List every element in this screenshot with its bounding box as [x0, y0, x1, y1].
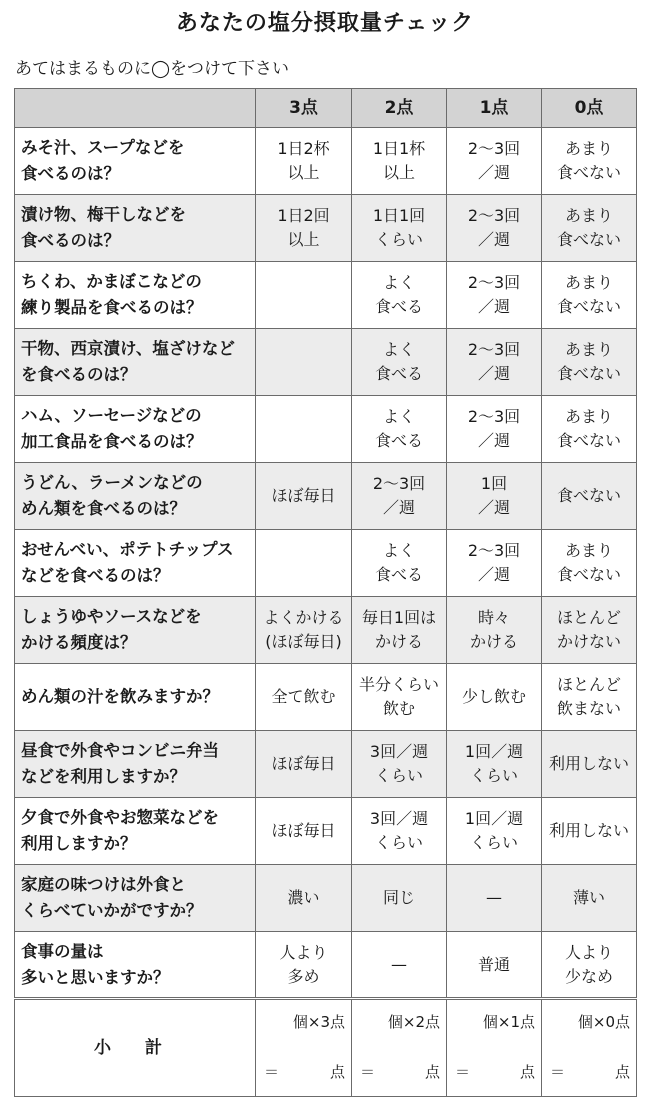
answer-line: 普通: [477, 954, 510, 974]
answer-cell[interactable]: [352, 128, 447, 195]
answer-line: 濃い: [287, 888, 320, 907]
answer-cell[interactable]: [447, 128, 542, 195]
answer-line: 2〜3回: [467, 541, 521, 560]
answer-cell[interactable]: [447, 932, 542, 999]
answer-cell[interactable]: [352, 932, 447, 999]
answer-line: よく: [382, 407, 415, 426]
answer-line: 半分くらい: [358, 675, 439, 694]
answer-cell[interactable]: [447, 798, 542, 865]
subtotal-points: 点: [329, 1063, 345, 1081]
answer-line: 食べる: [374, 565, 423, 584]
table-row: [15, 463, 637, 530]
answer-line: 毎日1回は: [361, 608, 437, 627]
answer-cell[interactable]: [542, 865, 637, 932]
answer-line: 2〜3回: [467, 273, 521, 292]
question-line: ちくわ、かまぼこなどの: [21, 272, 202, 291]
subtotal-equals: ＝: [455, 1063, 471, 1081]
table-row: [15, 195, 637, 262]
table-row: [15, 798, 637, 865]
subtotal-points: 点: [519, 1063, 535, 1081]
table-row: [15, 329, 637, 396]
answer-cell[interactable]: [256, 731, 352, 798]
answer-line: 3回／週: [369, 742, 429, 761]
subtotal-unit: 個×1点: [482, 1013, 535, 1031]
answer-line: ／週: [477, 230, 510, 249]
subtotal-cell-1pt: [447, 999, 542, 1097]
question-cell: [15, 329, 256, 396]
question-line: 干物、西京漬け、塩ざけなど: [21, 339, 235, 358]
answer-line: ほぼ毎日: [271, 821, 336, 840]
answer-cell[interactable]: [447, 329, 542, 396]
answer-cell[interactable]: [256, 463, 352, 530]
answer-line: —: [486, 888, 502, 907]
answer-line: よく: [382, 541, 415, 560]
header-blank: [15, 89, 256, 128]
table-row: [15, 664, 637, 731]
answer-cell[interactable]: [256, 597, 352, 664]
question-line: うどん、ラーメンなどの: [21, 473, 203, 492]
answer-cell[interactable]: [256, 262, 352, 329]
answer-cell[interactable]: [447, 396, 542, 463]
answer-cell[interactable]: [352, 262, 447, 329]
answer-cell[interactable]: [542, 262, 637, 329]
salt-check-table: [14, 88, 637, 1097]
instruction-text: あてはまるものに◯をつけて下さい: [15, 59, 290, 79]
answer-cell[interactable]: [542, 128, 637, 195]
header-2pt: 2点: [352, 89, 447, 128]
question-cell: [15, 195, 256, 262]
answer-cell[interactable]: [352, 530, 447, 597]
table-row: [15, 865, 637, 932]
answer-cell[interactable]: [352, 664, 447, 731]
question-cell: [15, 932, 256, 999]
header-row: [15, 89, 637, 128]
answer-line: あまり: [564, 273, 613, 292]
answer-cell[interactable]: [352, 865, 447, 932]
answer-line: 食べない: [556, 230, 621, 249]
answer-line: かける: [374, 632, 423, 651]
answer-line: 1日1回: [372, 206, 426, 225]
answer-line: ほぼ毎日: [271, 754, 336, 773]
subtotal-cell-2pt: [352, 999, 447, 1097]
answer-line: 2〜3回: [372, 474, 426, 493]
answer-cell[interactable]: [256, 128, 352, 195]
subtotal-unit: 個×0点: [577, 1013, 630, 1031]
answer-cell[interactable]: [256, 664, 352, 731]
answer-cell[interactable]: [542, 463, 637, 530]
answer-line: 食べない: [556, 364, 621, 383]
subtotal-equals: ＝: [264, 1063, 280, 1081]
answer-line: 同じ: [382, 888, 415, 907]
answer-cell[interactable]: [542, 195, 637, 262]
answer-line: よく: [382, 340, 415, 359]
answer-cell[interactable]: [542, 798, 637, 865]
table-row: [15, 262, 637, 329]
answer-line: ／週: [382, 498, 415, 517]
question-line: を食べるのは？: [21, 365, 137, 384]
subtotal-cell-0pt: [542, 999, 637, 1097]
answer-line: 2〜3回: [467, 340, 521, 359]
answer-cell[interactable]: [447, 731, 542, 798]
question-line: 家庭の味つけは外食と: [21, 875, 186, 894]
answer-line: 利用しない: [548, 754, 629, 773]
answer-cell[interactable]: [542, 530, 637, 597]
question-line: かける頻度は？: [21, 633, 137, 652]
subtotal-row: [15, 999, 637, 1097]
question-line: 食べるのは？: [21, 231, 120, 250]
answer-line: くらい: [374, 766, 423, 785]
answer-cell[interactable]: [542, 731, 637, 798]
answer-line: 1日2回: [277, 206, 330, 225]
question-line: みそ汁、スープなどを: [21, 138, 185, 157]
answer-cell[interactable]: [542, 664, 637, 731]
answer-cell[interactable]: [256, 865, 352, 932]
header-1pt: 1点: [447, 89, 542, 128]
answer-line: かける: [469, 632, 518, 651]
answer-line: あまり: [564, 407, 613, 426]
answer-line: かけない: [556, 632, 621, 651]
subtotal-points: 点: [424, 1063, 440, 1081]
question-line: 加工食品を食べるのは？: [21, 432, 203, 451]
answer-line: (ほぼ毎日): [265, 632, 342, 651]
answer-cell[interactable]: [447, 195, 542, 262]
answer-line: あまり: [564, 340, 613, 359]
answer-line: 飲む: [382, 699, 415, 718]
answer-line: 以上: [287, 230, 320, 249]
answer-line: よく: [382, 273, 415, 292]
answer-line: 3回／週: [369, 809, 429, 828]
header-3pt: 3点: [256, 89, 352, 128]
answer-cell[interactable]: [542, 396, 637, 463]
answer-line: —: [391, 954, 407, 974]
question-cell: [15, 597, 256, 664]
answer-line: 飲まない: [556, 699, 621, 718]
answer-line: ほとんど: [556, 675, 621, 694]
answer-line: 以上: [287, 163, 320, 182]
question-cell: [15, 463, 256, 530]
table-row: [15, 530, 637, 597]
subtotal-equals: ＝: [550, 1063, 566, 1081]
answer-line: 2〜3回: [467, 206, 521, 225]
answer-cell[interactable]: [447, 463, 542, 530]
answer-cell[interactable]: [352, 597, 447, 664]
answer-line: 食べない: [556, 431, 621, 450]
answer-line: 全て飲む: [271, 687, 336, 706]
answer-line: 食べない: [556, 297, 621, 316]
subtotal-unit: 個×2点: [387, 1013, 440, 1031]
question-cell: [15, 530, 256, 597]
answer-line: ／週: [477, 498, 510, 517]
table-row: [15, 731, 637, 798]
answer-line: 時々: [477, 608, 510, 627]
question-rows: [15, 128, 637, 999]
question-line: などを利用しますか？: [21, 767, 186, 786]
answer-cell[interactable]: [256, 396, 352, 463]
answer-line: 食べる: [374, 431, 423, 450]
answer-cell[interactable]: [542, 329, 637, 396]
question-cell: [15, 262, 256, 329]
header-0pt: 0点: [542, 89, 637, 128]
answer-cell[interactable]: [542, 932, 637, 999]
answer-cell[interactable]: [447, 262, 542, 329]
answer-cell[interactable]: [256, 932, 352, 999]
answer-line: ほとんど: [556, 608, 621, 627]
answer-line: ／週: [477, 431, 510, 450]
answer-line: ほぼ毎日: [271, 486, 336, 505]
question-cell: [15, 798, 256, 865]
table-row: [15, 597, 637, 664]
answer-line: 1日1杯: [372, 139, 426, 158]
question-line: ハム、ソーセージなどの: [21, 406, 202, 425]
answer-line: あまり: [564, 139, 613, 158]
subtotal-cell-3pt: [256, 999, 352, 1097]
question-line: 多いと思いますか？: [21, 967, 170, 987]
answer-line: くらい: [374, 230, 423, 249]
answer-line: 1回: [480, 474, 508, 493]
question-line: などを食べるのは？: [21, 566, 170, 585]
question-cell: [15, 731, 256, 798]
answer-line: 以上: [382, 163, 415, 182]
question-line: めん類の汁を飲みますか？: [21, 687, 219, 706]
answer-line: ／週: [477, 163, 510, 182]
subtotal-points: 点: [614, 1063, 630, 1081]
answer-line: くらい: [469, 833, 518, 852]
answer-line: 1回／週: [464, 742, 524, 761]
answer-cell[interactable]: [352, 731, 447, 798]
answer-line: 食べない: [556, 565, 621, 584]
answer-cell[interactable]: [352, 798, 447, 865]
question-line: くらべていかがですか？: [21, 901, 203, 920]
answer-line: 多め: [287, 966, 320, 986]
question-line: 練り製品を食べるのは？: [21, 298, 203, 317]
answer-line: くらい: [374, 833, 423, 852]
question-cell: [15, 865, 256, 932]
question-line: 漬け物、梅干しなどを: [21, 205, 186, 224]
answer-line: 少なめ: [564, 966, 613, 986]
answer-line: 少し飲む: [461, 687, 526, 706]
question-cell: [15, 128, 256, 195]
answer-cell[interactable]: [352, 195, 447, 262]
answer-line: 人より: [564, 942, 613, 962]
table-row: [15, 128, 637, 195]
answer-line: 1日2杯: [277, 139, 330, 158]
answer-line: 食べる: [374, 364, 423, 383]
answer-line: 食べない: [556, 163, 621, 182]
question-line: おせんべい、ポテトチップス: [21, 540, 234, 559]
question-cell: [15, 664, 256, 731]
answer-line: 食べない: [556, 486, 621, 505]
answer-line: あまり: [564, 206, 613, 225]
question-line: 利用しますか？: [21, 834, 137, 853]
answer-cell[interactable]: [447, 597, 542, 664]
answer-line: 利用しない: [548, 821, 629, 840]
subtotal-unit: 個×3点: [292, 1013, 345, 1031]
question-cell: [15, 396, 256, 463]
subtotal-label: 小 計: [15, 999, 256, 1097]
answer-line: 薄い: [572, 888, 605, 907]
answer-line: ／週: [477, 297, 510, 316]
answer-cell[interactable]: [256, 329, 352, 396]
answer-line: よくかける: [263, 608, 344, 627]
answer-line: 人より: [279, 942, 328, 962]
answer-line: 食べる: [374, 297, 423, 316]
answer-line: あまり: [564, 541, 613, 560]
question-line: 食事の量は: [21, 941, 104, 961]
table-row: [15, 932, 637, 999]
answer-line: ／週: [477, 565, 510, 584]
answer-cell[interactable]: [256, 195, 352, 262]
question-line: 夕食で外食やお惣菜などを: [21, 808, 219, 827]
answer-line: くらい: [469, 766, 518, 785]
question-line: めん類を食べるのは？: [21, 499, 186, 518]
answer-cell[interactable]: [542, 597, 637, 664]
answer-line: 2〜3回: [467, 407, 521, 426]
answer-cell[interactable]: [447, 865, 542, 932]
answer-line: 2〜3回: [467, 139, 521, 158]
subtotal-equals: ＝: [360, 1063, 376, 1081]
answer-cell[interactable]: [447, 664, 542, 731]
answer-line: ／週: [477, 364, 510, 383]
question-line: 昼食で外食やコンビニ弁当: [21, 741, 219, 760]
question-line: しょうゆやソースなどを: [21, 607, 202, 626]
table-row: [15, 396, 637, 463]
question-line: 食べるのは？: [21, 164, 120, 183]
answer-cell[interactable]: [352, 463, 447, 530]
page-title: あなたの塩分摂取量チェック: [175, 11, 475, 36]
answer-cell[interactable]: [256, 530, 352, 597]
answer-line: 1回／週: [464, 809, 524, 828]
answer-cell[interactable]: [352, 329, 447, 396]
answer-cell[interactable]: [256, 798, 352, 865]
answer-cell[interactable]: [352, 396, 447, 463]
answer-cell[interactable]: [447, 530, 542, 597]
